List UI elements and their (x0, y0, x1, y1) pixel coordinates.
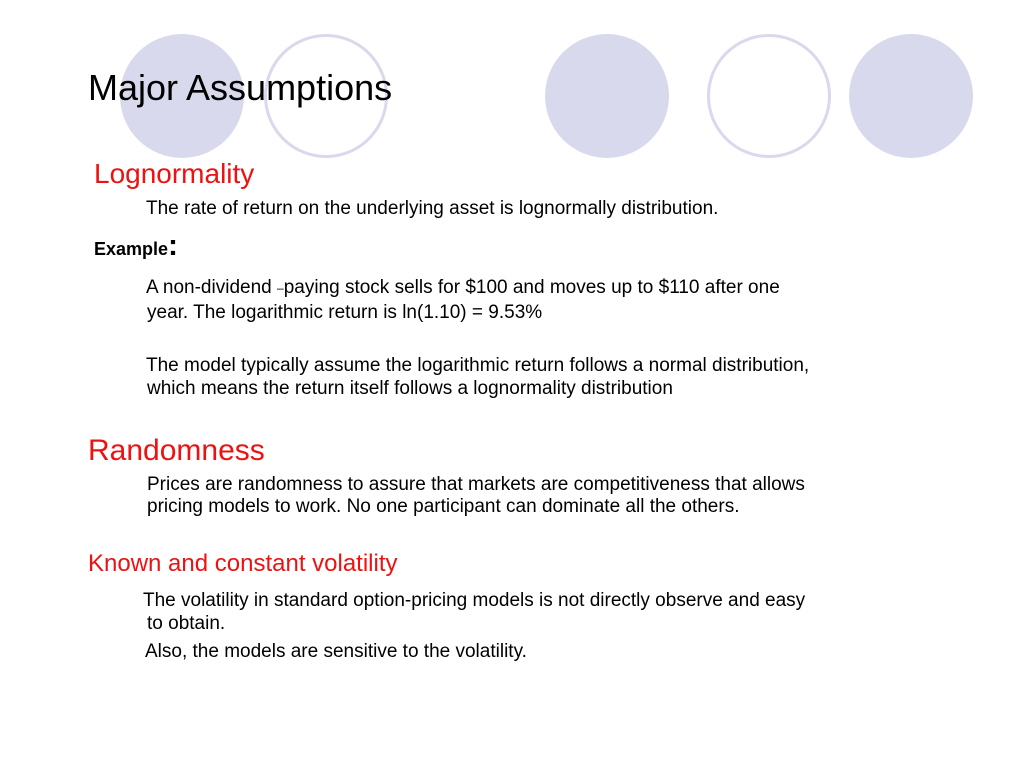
example-line-2: year. The logarithmic return is ln(1.10) = 9.53% (147, 302, 543, 323)
decor-circle (707, 34, 831, 158)
lognormality-definition: The rate of return on the underlying asset is lognormally distribution. (146, 198, 719, 219)
heading-known-constant-volatility: Known and constant volatility (88, 550, 398, 577)
randomness-line-1: Prices are randomness to assure that markets are competitiveness that allows (147, 474, 805, 495)
example-dash: – (277, 281, 284, 295)
decor-circle (849, 34, 973, 158)
example-label (94, 229, 178, 266)
example-label-text: Example (94, 239, 169, 259)
heading-lognormality: Lognormality (94, 158, 255, 189)
model-line-2: which means the return itself follows a lognormality distribution (147, 378, 673, 399)
volatility-line-2: to obtain. (147, 613, 226, 634)
decor-circle (545, 34, 669, 158)
volatility-line-3: Also, the models are sensitive to the volatility. (145, 641, 527, 662)
randomness-line-2: pricing models to work. No one participant can dominate all the others. (147, 496, 740, 517)
example-line-1-end: paying stock sells for $100 and moves up to $110 after one (283, 277, 780, 298)
example-label-colon: : (168, 229, 179, 262)
heading-randomness: Randomness (88, 434, 265, 467)
model-line-1: The model typically assume the logarithmic return follows a normal distribution, (146, 355, 810, 376)
example-line-1 (146, 276, 780, 300)
slide-title: Major Assumptions (88, 67, 393, 108)
volatility-line-1: The volatility in standard option-pricing models is not directly observe and easy (143, 590, 806, 611)
example-line-1-start: A non-dividend (146, 277, 277, 298)
